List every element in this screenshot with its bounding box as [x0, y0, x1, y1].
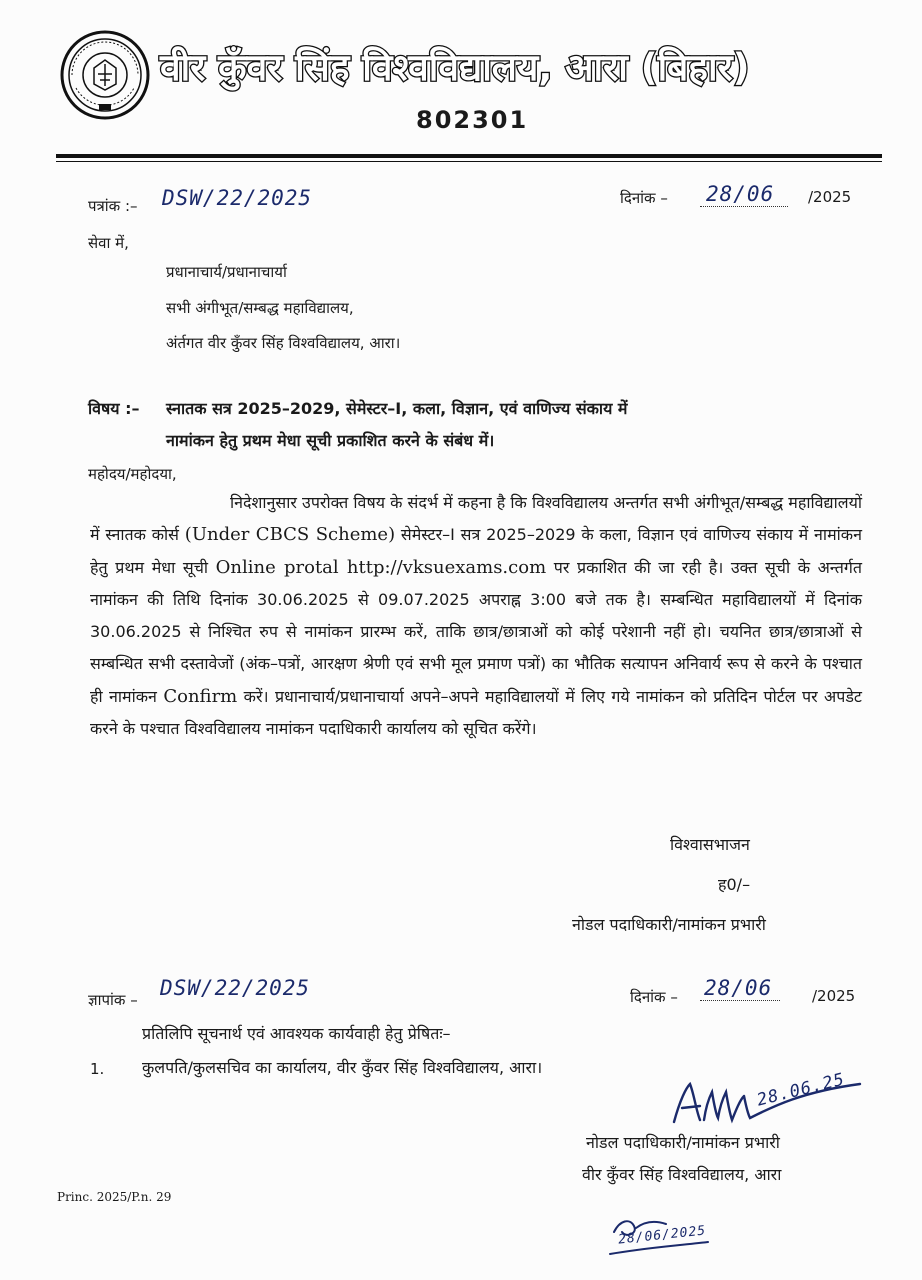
- header-rule-thin: [56, 161, 882, 162]
- body-text-english: Confirm: [163, 685, 238, 707]
- memo-label: ज्ञापांक –: [88, 991, 138, 1009]
- addressee-line: अंर्तगत वीर कुँवर सिंह विश्वविद्यालय, आरा।: [166, 334, 401, 352]
- signature-date: 28.06.25: [754, 1069, 847, 1111]
- body-text: निदेशानुसार उपरोक्त विषय के संदर्भ में कहना है कि विश्वविद्यालय अन्तर्गत सभी अंगीभूत/सम्बद्ध महाविद्यालयों में स्नातक कोर्स: [90, 493, 862, 545]
- subject-line: स्नातक सत्र 2025–2029, सेमेस्टर–I, कला, विज्ञान, एवं वाणिज्य संकाय में: [166, 399, 628, 418]
- memo-date-handwritten: 28/06: [700, 976, 780, 1001]
- footer-code: Princ. 2025/P.n. 29: [57, 1190, 172, 1204]
- signed-mark: ह0/–: [718, 875, 751, 894]
- signatory-university: वीर कुँवर सिंह विश्वविद्यालय, आरा: [582, 1165, 782, 1184]
- memo-date-field: [700, 976, 780, 1001]
- ref-number: DSW/22/2025: [162, 186, 313, 210]
- body-text: करें। प्रधानाचार्य/प्रधानाचार्या अपने–अपने महाविद्यालयों में लिए गये नामांकन को प्रतिदिन पोर्टल पर अपडेट करने के पश्चात विश्वविद्यालय नामांकन पदाधिकारी कार्यालय को सूचित करेंगे।: [90, 686, 862, 739]
- initials-date: 28/06/2025: [617, 1223, 707, 1248]
- signatory-title: नोडल पदाधिकारी/नामांकन प्रभारी: [586, 1133, 780, 1152]
- header-rule: [56, 154, 882, 158]
- body-text: पर प्रकाशित की जा रही है। उक्त सूची के अन्तर्गत नामांकन की तिथि दिनांक 30.06.2025 से 09.07.2025 अपराह्न 3:00 बजे तक है। सम्बन्धित महाविद्यालयों में दिनांक 30.06.2025 से निश्चित रुप से नामांकन प्रारम्भ करें, ताकि छात्र/छात्राओं को कोई परेशानी नहीं हो। चयनित छात्र/छात्राओं से सम्बन्धित सभी दस्तावेजों (अंक–पत्रों, आरक्षण श्रेणी एवं सभी मूल प्रमाण पत्रों) का भौतिक सत्यापन अनिवार्य रूप से करने के पश्चात ही नामांकन: [90, 557, 862, 706]
- date-handwritten: 28/06: [700, 182, 788, 207]
- addressee-line: प्रधानाचार्य/प्रधानाचार्या: [166, 263, 287, 281]
- pincode: 802301: [416, 106, 529, 134]
- body-text: सेमेस्टर–I सत्र 2025–2029 के कला, विज्ञान एवं वाणिज्य संकाय में नामांकन हेतु प्रथम मेधा सूची: [90, 525, 862, 577]
- ref-label: पत्रांक :–: [88, 197, 138, 215]
- portal-link[interactable]: Online protal http://vksuexams.com: [215, 556, 547, 578]
- subject-line: नामांकन हेतु प्रथम मेधा सूची प्रकाशित करने के संबंध में।: [166, 431, 495, 450]
- addressee-line: सभी अंगीभूत/सम्बद्ध महाविद्यालय,: [166, 299, 354, 317]
- university-name: वीर कुँवर सिंह विश्वविद्यालय, आरा (बिहार): [160, 46, 750, 89]
- copy-item-text: कुलपति/कुलसचिव का कार्यालय, वीर कुँवर सिंह विश्वविद्यालय, आरा।: [142, 1058, 543, 1077]
- university-seal-icon: [60, 30, 150, 120]
- date-field: [700, 182, 788, 207]
- date-year: /2025: [808, 188, 852, 206]
- memo-date-year: /2025: [812, 987, 856, 1005]
- to-label: सेवा में,: [88, 234, 129, 252]
- signatory: नोडल पदाधिकारी/नामांकन प्रभारी: [572, 915, 766, 934]
- body-paragraph: [90, 487, 862, 745]
- copy-item-number: 1.: [90, 1060, 105, 1078]
- closing: विश्वासभाजन: [670, 835, 750, 854]
- subject-label: विषय :–: [88, 399, 140, 418]
- body-text-english: (Under CBCS Scheme): [184, 524, 396, 546]
- memo-date-label: दिनांक –: [630, 988, 678, 1006]
- salutation: महोदय/महोदया,: [88, 465, 177, 483]
- date-label: दिनांक –: [620, 189, 668, 207]
- copy-line: प्रतिलिपि सूचनार्थ एवं आवश्यक कार्यवाही हेतु प्रेषितः–: [142, 1024, 451, 1043]
- memo-number: DSW/22/2025: [160, 976, 311, 1000]
